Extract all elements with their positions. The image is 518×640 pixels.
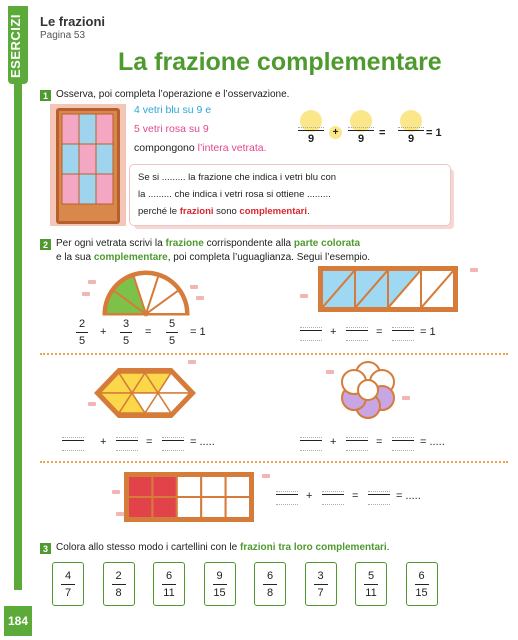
card-fraction-bar [162,584,176,585]
brick-decor [112,490,120,494]
stained-glass-window [50,104,126,226]
brick-decor [88,402,96,406]
page-title: La frazione complementare [118,48,442,76]
section-tab-label: ESERCIZI [8,14,23,78]
brick-decor [196,296,204,300]
exercise-1-instruction: Osserva, poi completa l’operazione e l’osservazione. [56,89,290,100]
exercise-1-number: 1 [40,90,51,101]
blank-fraction[interactable] [346,320,368,341]
equals-sign: = [376,436,383,448]
brick-decor [402,396,410,400]
card-denominator: 8 [266,586,274,599]
brick-decor [188,360,196,364]
example-fraction-2: 3 5 [120,318,132,347]
hexagon-window [90,365,200,421]
card-numerator: 2 [115,569,122,582]
exercise-2-instruction: Per ogni vetrata scrivi la frazione corrispondente alla parte colorata e la sua complementare, poi completa l’uguaglianza. Segui l’esempio. [56,238,371,263]
page-reference: Pagina 53 [40,30,86,41]
fraction-card[interactable] [406,562,438,606]
example-fraction-3: 5 5 [166,318,178,347]
brick-decor [88,280,96,284]
blank-fraction[interactable] [162,430,184,451]
equals-sign: = [146,436,153,448]
blank-fraction[interactable] [276,484,298,505]
card-denominator: 11 [163,586,175,599]
red-panes-window [124,472,254,522]
blank-1[interactable]: ......... [161,172,186,183]
page-number: 184 [4,606,32,636]
blank-fraction[interactable] [322,484,344,505]
exercise-2-number: 2 [40,239,51,250]
fraction-card[interactable] [204,562,236,606]
card-fraction-bar [213,584,227,585]
fraction-blank-1[interactable]: 9 [298,120,324,145]
brick-decor [116,512,124,516]
card-fraction-bar [415,584,429,585]
whole-window-text: compongono l’intera vetrata. [134,142,267,154]
sidebar-stripe [14,84,22,590]
card-fraction-bar [112,584,126,585]
blank-fraction[interactable] [116,430,138,451]
equals-sign: = [352,490,359,502]
example-fraction-1: 2 5 [76,318,88,347]
blank-3[interactable]: ......... [307,189,331,200]
brick-decor [82,292,90,296]
equation-result: = 1 [426,127,442,139]
fraction-card[interactable] [103,562,135,606]
plus-sign: + [330,326,337,338]
plus-sign: + [330,436,337,448]
blue-panes-text: 4 vetri blu su 9 e [134,104,212,116]
blank-fraction[interactable] [300,430,322,451]
blank-fraction[interactable] [392,320,414,341]
brick-decor [262,474,270,478]
card-denominator: 7 [317,586,324,599]
brick-decor [300,294,308,298]
blank-fraction[interactable] [346,430,368,451]
plus-sign: + [100,436,107,448]
observation-note: Se si ......... la frazione che indica i vetri blu con la ......... che indica i vetri rosa si ottiene ......... perché le frazioni sono complementari. [130,165,450,225]
brick-decor [470,268,478,272]
exercise-3-instruction: Colora allo stesso modo i cartellini con le frazioni tra loro complementari. [56,542,390,553]
equals-sign: = [376,326,383,338]
divider [40,353,508,355]
card-numerator: 6 [165,569,173,582]
card-numerator: 5 [367,569,375,582]
fraction-cards [52,562,452,606]
card-fraction-bar [263,584,277,585]
triangle-panes-window [318,266,458,312]
fraction-blank-3[interactable]: 9 [398,120,424,145]
card-fraction-bar [61,584,75,585]
fraction-card[interactable] [52,562,84,606]
equation-result[interactable]: = ..... [420,436,445,448]
fraction-card[interactable] [355,562,387,606]
example-result: = 1 [190,326,206,338]
card-denominator: 15 [213,586,226,599]
blank-fraction[interactable] [62,430,84,451]
card-denominator: 7 [64,586,72,599]
blank-fraction[interactable] [368,484,390,505]
plus-sign: + [329,126,342,139]
card-fraction-bar [314,584,328,585]
card-numerator: 6 [418,569,425,582]
fraction-card[interactable] [305,562,337,606]
example-plus: + [100,326,107,338]
card-fraction-bar [364,584,378,585]
fraction-card[interactable] [254,562,286,606]
card-denominator: 11 [365,586,377,599]
example-equals: = [145,326,152,338]
pink-panes-text: 5 vetri rosa su 9 [134,123,209,135]
blank-fraction[interactable] [392,430,414,451]
equation-result[interactable]: = ..... [396,490,421,502]
card-denominator: 15 [415,586,428,599]
card-denominator: 8 [115,586,122,599]
blank-fraction[interactable] [300,320,322,341]
fraction-card[interactable] [153,562,185,606]
section-title: Le frazioni [40,14,106,29]
divider [40,461,508,463]
equation-result[interactable]: = ..... [190,436,215,448]
card-numerator: 4 [64,569,72,582]
equation-result: = 1 [420,326,436,338]
exercise-3-number: 3 [40,543,51,554]
blank-2[interactable]: ......... [148,189,172,200]
semicircle-window [100,268,192,318]
card-numerator: 3 [317,569,324,582]
card-numerator: 6 [266,569,274,582]
card-numerator: 9 [216,569,223,582]
plus-sign: + [306,490,313,502]
fraction-blank-2[interactable]: 9 [348,120,374,145]
brick-decor [326,370,334,374]
equals-sign: = [379,127,386,139]
flower-window [338,360,398,420]
